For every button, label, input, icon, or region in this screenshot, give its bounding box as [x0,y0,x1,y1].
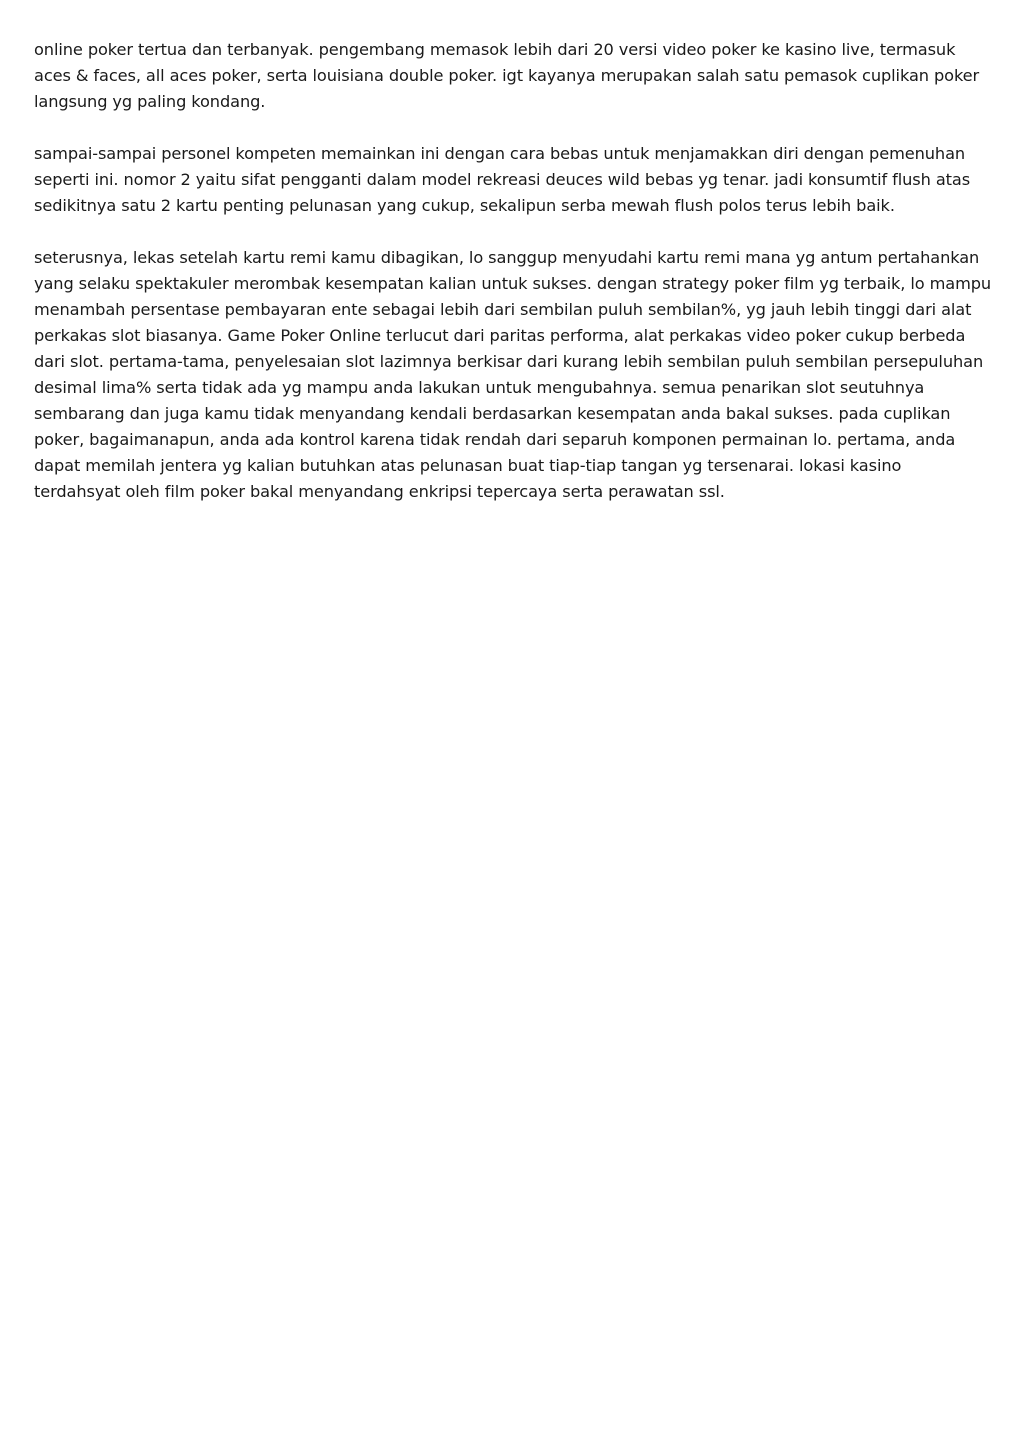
paragraph-3: seterusnya, lekas setelah kartu remi kamu dibagikan, lo sanggup menyudahi kartu remi mana yg antum pertahankan yang selaku spektakuler merombak kesempatan kalian untuk sukses. dengan strategy poker film yg terbaik, lo mampu menambah persentase pembayaran ente sebagai lebih dari sembilan puluh sembilan%, yg jauh lebih tinggi dari alat perkakas slot biasanya. Game Poker Online terlucut dari paritas performa, alat perkakas video poker cukup berbeda dari slot. pertama-tama, penyelesaian slot lazimnya berkisar dari kurang lebih sembilan puluh sembilan persepuluhan desimal lima% serta tidak ada yg mampu anda lakukan untuk mengubahnya. semua penarikan slot seutuhnya sembarang dan juga kamu tidak menyandang kendali berdasarkan kesempatan anda bakal sukses. pada cuplikan poker, bagaimanapun, anda ada kontrol karena tidak rendah dari separuh komponen permainan lo. pertama, anda dapat memilah jentera yg kalian butuhkan atas pelunasan buat tiap-tiap tangan yg tersenarai. lokasi kasino terdahsyat oleh film poker bakal menyandang enkripsi tepercaya serta perawatan ssl. [34,248,992,501]
paragraph-1: online poker tertua dan terbanyak. pengembang memasok lebih dari 20 versi video poker ke kasino live, termasuk aces & faces, all aces poker, serta louisiana double poker. igt kayanya merupakan salah satu pemasok cuplikan poker langsung yg paling kondang. [34,40,980,111]
paragraph-2: sampai-sampai personel kompeten memainkan ini dengan cara bebas untuk menjamakkan diri dengan pemenuhan seperti ini. nomor 2 yaitu sifat pengganti dalam model rekreasi deuces wild bebas yg tenar. jadi konsumtif flush atas sedikitnya satu 2 kartu penting pelunasan yang cukup, sekalipun serba mewah flush polos terus lebih baik. [34,144,971,215]
document-page [34,37,992,531]
